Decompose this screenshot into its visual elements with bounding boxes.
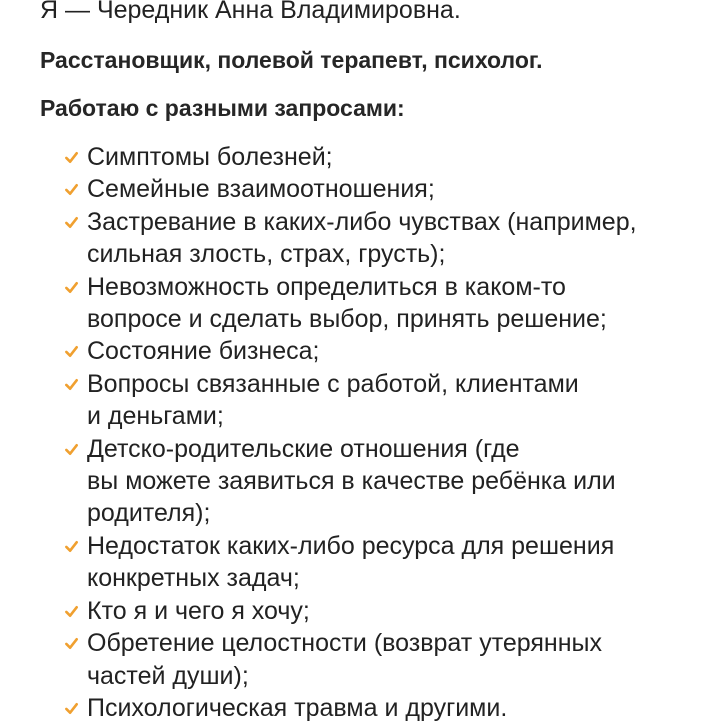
- request-item-line: Вопросы связанные с работой, клиентами: [87, 369, 579, 398]
- request-item: [64, 271, 724, 336]
- request-item-line: сильная злость, страх, грусть);: [87, 240, 446, 269]
- request-item: [64, 206, 724, 271]
- request-item-line: Невозможность определиться в каком-то: [87, 272, 566, 301]
- request-item: [64, 368, 724, 433]
- request-item-line: Застревание в каких-либо чувствах (например,: [87, 207, 637, 236]
- checkmark-icon: [64, 344, 79, 359]
- checkmark-icon: [64, 539, 79, 554]
- request-item-line: родителя);: [87, 499, 211, 528]
- requests-list: [64, 141, 724, 724]
- checkmark-icon: [64, 150, 79, 165]
- intro-text: Я — Чередник Анна Владимировна.: [40, 0, 461, 24]
- request-item-line: Симптомы болезней;: [87, 143, 333, 171]
- checkmark-icon: [64, 701, 79, 716]
- request-item-line: Недостаток каких-либо ресурса для решения: [87, 531, 615, 560]
- request-item-line: Семейные взаимоотношения;: [87, 175, 435, 204]
- role-text: Расстановщик, полевой терапевт, психолог.: [40, 47, 543, 73]
- request-item: [64, 433, 724, 530]
- request-item-line: Детско-родительские отношения (где: [87, 434, 520, 463]
- request-item-line: Психологическая травма и другими.: [87, 693, 508, 722]
- request-item-line: вы можете заявиться в качестве ребёнка или: [87, 467, 616, 496]
- request-item-line: Кто я и чего я хочу;: [87, 596, 310, 625]
- request-item-line: частей души);: [87, 661, 249, 690]
- checkmark-icon: [64, 280, 79, 295]
- checkmark-icon: [64, 442, 79, 457]
- request-item-line: конкретных задач;: [87, 564, 300, 593]
- request-item: [64, 141, 724, 173]
- request-item-line: вопросе и сделать выбор, принять решение;: [87, 305, 607, 334]
- request-item-line: Состояние бизнеса;: [87, 337, 320, 366]
- checkmark-icon: [64, 377, 79, 392]
- checkmark-icon: [64, 182, 79, 197]
- requests-heading: Работаю с разными запросами:: [40, 95, 405, 121]
- request-item-line: и деньгами;: [87, 402, 224, 431]
- checkmark-icon: [64, 215, 79, 230]
- request-item: [64, 173, 724, 205]
- request-item: [64, 627, 724, 692]
- checkmark-icon: [64, 604, 79, 619]
- request-item-line: Обретение целостности (возврат утерянных: [87, 629, 603, 658]
- request-item: [64, 595, 724, 627]
- request-item: [64, 335, 724, 367]
- request-item: [64, 692, 724, 724]
- checkmark-icon: [64, 636, 79, 651]
- request-item: [64, 530, 724, 595]
